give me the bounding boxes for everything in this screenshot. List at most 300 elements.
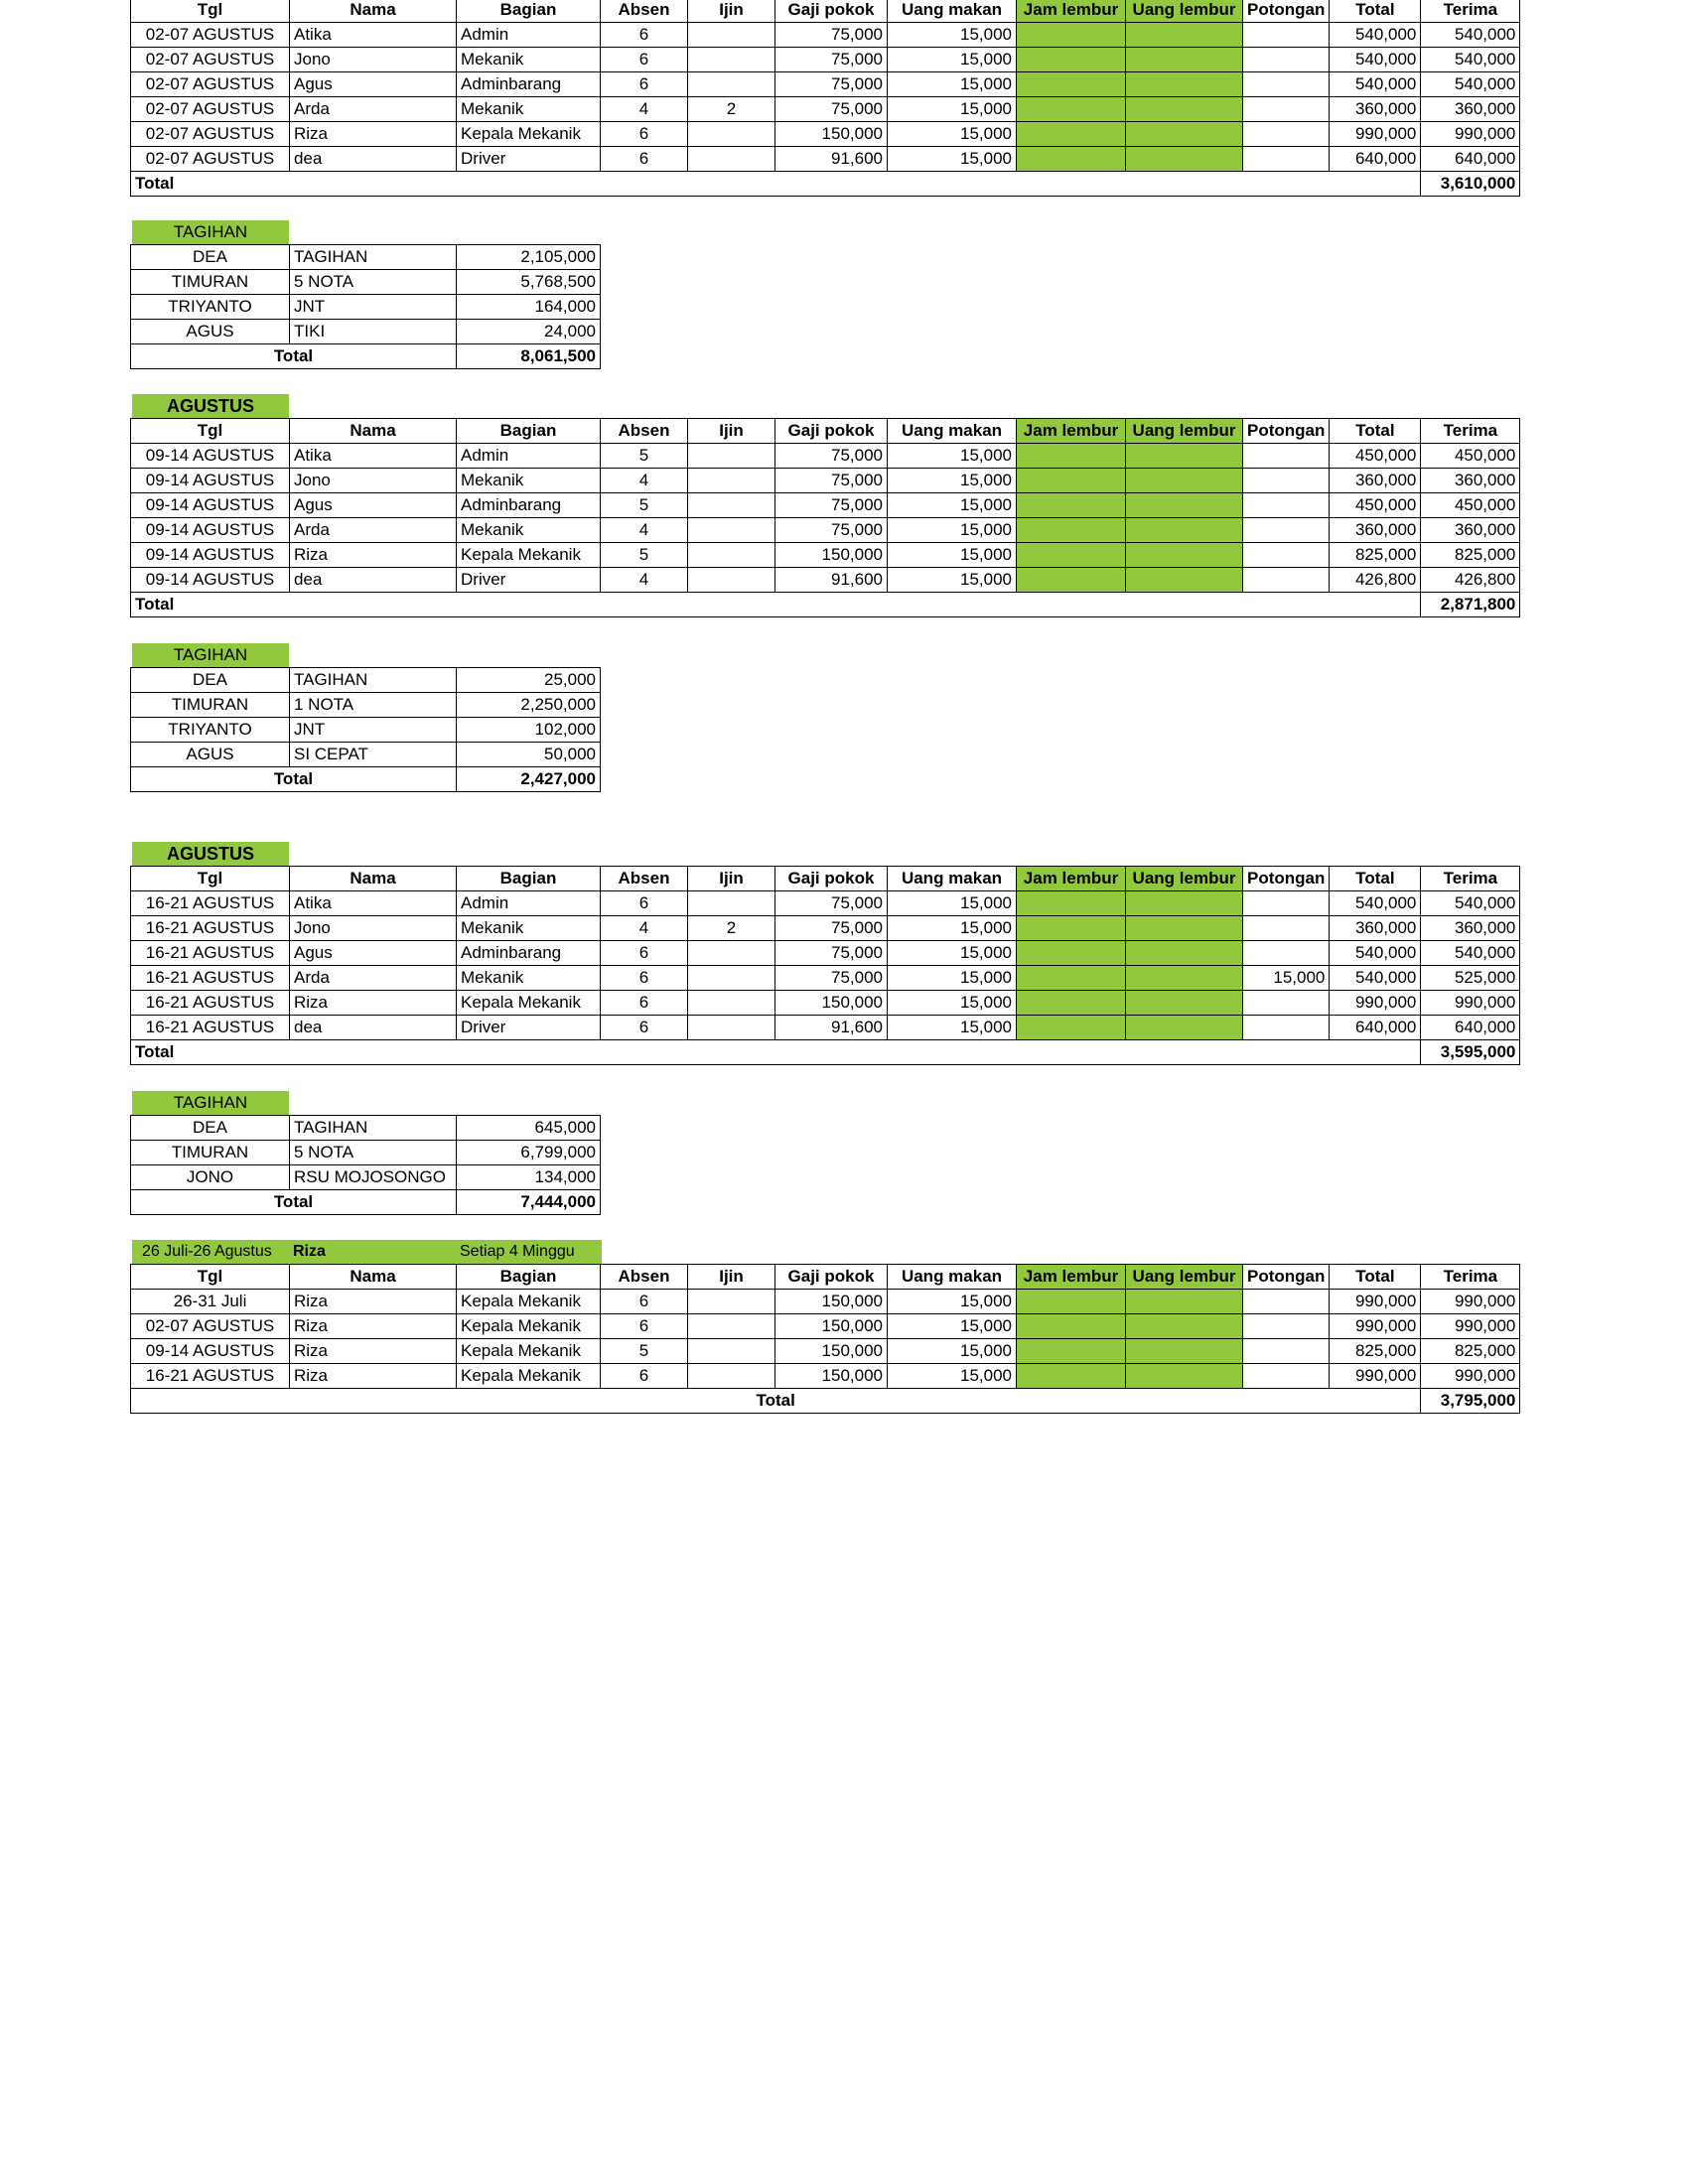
cell-jam-lembur xyxy=(1017,1290,1126,1314)
table-row xyxy=(131,72,1520,97)
table-row xyxy=(131,1364,1520,1389)
cell-uang-makan: 15,000 xyxy=(888,1016,1017,1040)
cell-terima: 825,000 xyxy=(1421,1339,1520,1364)
col-nama: Nama xyxy=(290,1265,457,1290)
cell-absen: 6 xyxy=(601,23,688,48)
tagihan-name: DEA xyxy=(131,1116,290,1141)
cell-gaji-pokok: 150,000 xyxy=(775,1314,888,1339)
cell-bagian: Kepala Mekanik xyxy=(457,543,601,568)
col-gaji-pokok: Gaji pokok xyxy=(775,1265,888,1290)
cell-gaji-pokok: 75,000 xyxy=(775,941,888,966)
cell-gaji-pokok: 150,000 xyxy=(775,1339,888,1364)
col-ijin: Ijin xyxy=(688,867,775,891)
tagihan-desc: SI CEPAT xyxy=(290,743,457,767)
cell-bagian: Mekanik xyxy=(457,469,601,493)
cell-ijin xyxy=(688,147,775,172)
cell-ijin: 2 xyxy=(688,97,775,122)
cell-uang-makan: 15,000 xyxy=(888,966,1017,991)
cell-jam-lembur xyxy=(1017,1339,1126,1364)
tagihan-amount: 134,000 xyxy=(457,1165,601,1190)
cell-potongan xyxy=(1243,23,1330,48)
cell-tgl: 02-07 AGUSTUS xyxy=(131,1314,290,1339)
header-row xyxy=(131,867,1520,891)
cell-absen: 4 xyxy=(601,469,688,493)
grand-total: 3,595,000 xyxy=(1421,1040,1520,1065)
cell-uang-makan: 15,000 xyxy=(888,543,1017,568)
cell-potongan xyxy=(1243,97,1330,122)
tagihan-desc: 5 NOTA xyxy=(290,1141,457,1165)
tagihan-total-row xyxy=(131,1190,601,1215)
cell-potongan xyxy=(1243,941,1330,966)
tagihan-name: TIMURAN xyxy=(131,693,290,718)
total-label: Total xyxy=(131,593,1421,617)
cell-uang-makan: 15,000 xyxy=(888,147,1017,172)
cell-potongan xyxy=(1243,543,1330,568)
cell-absen: 4 xyxy=(601,916,688,941)
col-terima: Terima xyxy=(1421,1265,1520,1290)
cell-absen: 5 xyxy=(601,543,688,568)
cell-ijin xyxy=(688,72,775,97)
cell-total: 450,000 xyxy=(1330,444,1421,469)
header-row xyxy=(131,1265,1520,1290)
col-jam-lembur: Jam lembur xyxy=(1017,0,1126,23)
cell-uang-lembur xyxy=(1126,991,1243,1016)
tagihan-desc: TAGIHAN xyxy=(290,1116,457,1141)
cell-ijin xyxy=(688,444,775,469)
cell-tgl: 02-07 AGUSTUS xyxy=(131,23,290,48)
payroll-body xyxy=(131,1290,1520,1389)
cell-total: 990,000 xyxy=(1330,991,1421,1016)
cell-gaji-pokok: 75,000 xyxy=(775,518,888,543)
cell-ijin xyxy=(688,568,775,593)
col-nama: Nama xyxy=(290,867,457,891)
col-tgl: Tgl xyxy=(131,419,290,444)
cell-jam-lembur xyxy=(1017,444,1126,469)
tagihan-name: TIMURAN xyxy=(131,1141,290,1165)
list-item xyxy=(131,693,601,718)
cell-bagian: Admin xyxy=(457,891,601,916)
cell-bagian: Mekanik xyxy=(457,916,601,941)
cell-jam-lembur xyxy=(1017,1016,1126,1040)
cell-ijin xyxy=(688,941,775,966)
table-row xyxy=(131,97,1520,122)
cell-uang-lembur xyxy=(1126,1016,1243,1040)
grand-total: 3,610,000 xyxy=(1421,172,1520,197)
cell-uang-lembur xyxy=(1126,493,1243,518)
cell-tgl: 16-21 AGUSTUS xyxy=(131,891,290,916)
cell-gaji-pokok: 91,600 xyxy=(775,568,888,593)
col-uang-makan: Uang makan xyxy=(888,867,1017,891)
cell-uang-lembur xyxy=(1126,147,1243,172)
cell-gaji-pokok: 91,600 xyxy=(775,147,888,172)
table-row xyxy=(131,966,1520,991)
table-row xyxy=(131,1016,1520,1040)
cell-potongan xyxy=(1243,48,1330,72)
tagihan-desc: TIKI xyxy=(290,320,457,344)
payroll-body xyxy=(131,444,1520,593)
col-total: Total xyxy=(1330,0,1421,23)
tagihan-name: AGUS xyxy=(131,320,290,344)
cell-uang-lembur xyxy=(1126,518,1243,543)
cell-jam-lembur xyxy=(1017,48,1126,72)
tagihan-table-2 xyxy=(130,667,601,792)
cell-uang-makan: 15,000 xyxy=(888,518,1017,543)
cell-uang-lembur xyxy=(1126,1339,1243,1364)
tagihan-amount: 102,000 xyxy=(457,718,601,743)
cell-bagian: Mekanik xyxy=(457,48,601,72)
cell-bagian: Driver xyxy=(457,1016,601,1040)
col-nama: Nama xyxy=(290,0,457,23)
cell-jam-lembur xyxy=(1017,941,1126,966)
cell-potongan xyxy=(1243,991,1330,1016)
list-item xyxy=(131,1141,601,1165)
cell-ijin xyxy=(688,966,775,991)
cell-nama: Atika xyxy=(290,891,457,916)
cell-bagian: Adminbarang xyxy=(457,493,601,518)
tagihan-table-3 xyxy=(130,1115,601,1215)
table-row xyxy=(131,444,1520,469)
cell-total: 990,000 xyxy=(1330,1364,1421,1389)
cell-potongan xyxy=(1243,518,1330,543)
cell-uang-makan: 15,000 xyxy=(888,493,1017,518)
cell-absen: 4 xyxy=(601,568,688,593)
cell-uang-makan: 15,000 xyxy=(888,1314,1017,1339)
col-potongan: Potongan xyxy=(1243,867,1330,891)
list-item xyxy=(131,668,601,693)
table-row xyxy=(131,1290,1520,1314)
tagihan-amount: 50,000 xyxy=(457,743,601,767)
col-absen: Absen xyxy=(601,419,688,444)
col-uang-lembur: Uang lembur xyxy=(1126,1265,1243,1290)
cell-total: 540,000 xyxy=(1330,891,1421,916)
cell-jam-lembur xyxy=(1017,991,1126,1016)
tagihan-amount: 25,000 xyxy=(457,668,601,693)
cell-total: 426,800 xyxy=(1330,568,1421,593)
table-row xyxy=(131,122,1520,147)
cell-jam-lembur xyxy=(1017,469,1126,493)
cell-absen: 4 xyxy=(601,518,688,543)
list-item xyxy=(131,743,601,767)
cell-uang-lembur xyxy=(1126,1364,1243,1389)
col-absen: Absen xyxy=(601,1265,688,1290)
cell-total: 540,000 xyxy=(1330,966,1421,991)
col-jam-lembur: Jam lembur xyxy=(1017,1265,1126,1290)
cell-nama: Agus xyxy=(290,72,457,97)
cell-ijin xyxy=(688,518,775,543)
total-row xyxy=(131,593,1520,617)
grand-total: 2,871,800 xyxy=(1421,593,1520,617)
cell-absen: 6 xyxy=(601,72,688,97)
col-ijin: Ijin xyxy=(688,1265,775,1290)
tagihan-name: JONO xyxy=(131,1165,290,1190)
cell-bagian: Driver xyxy=(457,568,601,593)
cell-tgl: 16-21 AGUSTUS xyxy=(131,941,290,966)
cell-jam-lembur xyxy=(1017,147,1126,172)
cell-uang-lembur xyxy=(1126,444,1243,469)
cell-uang-lembur xyxy=(1126,916,1243,941)
cell-potongan xyxy=(1243,1339,1330,1364)
cell-jam-lembur xyxy=(1017,568,1126,593)
cell-ijin xyxy=(688,1314,775,1339)
table-row xyxy=(131,48,1520,72)
table-row xyxy=(131,891,1520,916)
cell-bagian: Kepala Mekanik xyxy=(457,1314,601,1339)
cell-total: 450,000 xyxy=(1330,493,1421,518)
tagihan-name: AGUS xyxy=(131,743,290,767)
cell-potongan xyxy=(1243,72,1330,97)
cell-tgl: 02-07 AGUSTUS xyxy=(131,48,290,72)
cell-uang-makan: 15,000 xyxy=(888,941,1017,966)
cell-potongan xyxy=(1243,916,1330,941)
cell-nama: dea xyxy=(290,147,457,172)
col-bagian: Bagian xyxy=(457,0,601,23)
cell-nama: Arda xyxy=(290,97,457,122)
cell-bagian: Mekanik xyxy=(457,97,601,122)
cell-uang-lembur xyxy=(1126,891,1243,916)
payroll-table-3 xyxy=(130,866,1520,1065)
total-row xyxy=(131,1040,1520,1065)
tagihan-total-row xyxy=(131,767,601,792)
cell-uang-makan: 15,000 xyxy=(888,23,1017,48)
tagihan-desc: 5 NOTA xyxy=(290,270,457,295)
cell-tgl: 02-07 AGUSTUS xyxy=(131,97,290,122)
cell-tgl: 09-14 AGUSTUS xyxy=(131,493,290,518)
cell-uang-lembur xyxy=(1126,23,1243,48)
cell-potongan xyxy=(1243,122,1330,147)
riza-name: Riza xyxy=(293,1243,326,1260)
col-uang-makan: Uang makan xyxy=(888,419,1017,444)
col-terima: Terima xyxy=(1421,0,1520,23)
cell-absen: 6 xyxy=(601,1314,688,1339)
cell-tgl: 09-14 AGUSTUS xyxy=(131,543,290,568)
list-item xyxy=(131,245,601,270)
col-potongan: Potongan xyxy=(1243,1265,1330,1290)
cell-total: 990,000 xyxy=(1330,1290,1421,1314)
tagihan-3-title: TAGIHAN xyxy=(132,1091,289,1115)
cell-potongan xyxy=(1243,568,1330,593)
cell-tgl: 16-21 AGUSTUS xyxy=(131,1016,290,1040)
tagihan-name: TIMURAN xyxy=(131,270,290,295)
table-row xyxy=(131,941,1520,966)
col-jam-lembur: Jam lembur xyxy=(1017,867,1126,891)
col-nama: Nama xyxy=(290,419,457,444)
cell-uang-makan: 15,000 xyxy=(888,122,1017,147)
riza-header xyxy=(132,1240,602,1264)
tagihan-grid xyxy=(130,1115,601,1215)
col-ijin: Ijin xyxy=(688,419,775,444)
cell-ijin xyxy=(688,543,775,568)
cell-total: 825,000 xyxy=(1330,1339,1421,1364)
cell-ijin xyxy=(688,1290,775,1314)
cell-uang-lembur xyxy=(1126,48,1243,72)
cell-bagian: Kepala Mekanik xyxy=(457,122,601,147)
cell-ijin: 2 xyxy=(688,916,775,941)
cell-uang-makan: 15,000 xyxy=(888,1290,1017,1314)
cell-total: 640,000 xyxy=(1330,1016,1421,1040)
cell-absen: 6 xyxy=(601,991,688,1016)
cell-bagian: Driver xyxy=(457,147,601,172)
cell-bagian: Kepala Mekanik xyxy=(457,991,601,1016)
cell-uang-makan: 15,000 xyxy=(888,469,1017,493)
cell-total: 360,000 xyxy=(1330,916,1421,941)
cell-bagian: Adminbarang xyxy=(457,72,601,97)
cell-uang-makan: 15,000 xyxy=(888,72,1017,97)
list-item xyxy=(131,1165,601,1190)
tagihan-total-label: Total xyxy=(131,767,457,792)
cell-potongan xyxy=(1243,469,1330,493)
tagihan-desc: 1 NOTA xyxy=(290,693,457,718)
cell-nama: Atika xyxy=(290,444,457,469)
cell-bagian: Admin xyxy=(457,444,601,469)
cell-jam-lembur xyxy=(1017,97,1126,122)
cell-tgl: 02-07 AGUSTUS xyxy=(131,72,290,97)
cell-jam-lembur xyxy=(1017,122,1126,147)
table-row xyxy=(131,1314,1520,1339)
cell-terima: 540,000 xyxy=(1421,941,1520,966)
cell-uang-lembur xyxy=(1126,966,1243,991)
cell-terima: 990,000 xyxy=(1421,122,1520,147)
cell-uang-makan: 15,000 xyxy=(888,916,1017,941)
cell-nama: Jono xyxy=(290,469,457,493)
cell-gaji-pokok: 91,600 xyxy=(775,1016,888,1040)
cell-terima: 360,000 xyxy=(1421,97,1520,122)
tagihan-total: 8,061,500 xyxy=(457,344,601,369)
tagihan-desc: TAGIHAN xyxy=(290,668,457,693)
cell-tgl: 16-21 AGUSTUS xyxy=(131,1364,290,1389)
tagihan-amount: 5,768,500 xyxy=(457,270,601,295)
cell-jam-lembur xyxy=(1017,916,1126,941)
total-label: Total xyxy=(131,1389,1421,1414)
col-uang-lembur: Uang lembur xyxy=(1126,419,1243,444)
cell-jam-lembur xyxy=(1017,966,1126,991)
tagihan-desc: TAGIHAN xyxy=(290,245,457,270)
col-bagian: Bagian xyxy=(457,867,601,891)
list-item xyxy=(131,270,601,295)
col-absen: Absen xyxy=(601,0,688,23)
list-item xyxy=(131,718,601,743)
cell-ijin xyxy=(688,1339,775,1364)
cell-total: 540,000 xyxy=(1330,23,1421,48)
tagihan-table-1 xyxy=(130,244,601,369)
cell-potongan xyxy=(1243,891,1330,916)
cell-tgl: 02-07 AGUSTUS xyxy=(131,122,290,147)
tagihan-body xyxy=(131,668,601,767)
tagihan-amount: 2,105,000 xyxy=(457,245,601,270)
col-bagian: Bagian xyxy=(457,419,601,444)
cell-gaji-pokok: 75,000 xyxy=(775,97,888,122)
table-row xyxy=(131,147,1520,172)
cell-uang-lembur xyxy=(1126,72,1243,97)
cell-bagian: Mekanik xyxy=(457,518,601,543)
col-potongan: Potongan xyxy=(1243,419,1330,444)
cell-gaji-pokok: 75,000 xyxy=(775,72,888,97)
cell-terima: 360,000 xyxy=(1421,518,1520,543)
col-uang-lembur: Uang lembur xyxy=(1126,0,1243,23)
cell-tgl: 09-14 AGUSTUS xyxy=(131,1339,290,1364)
tagihan-amount: 645,000 xyxy=(457,1116,601,1141)
cell-ijin xyxy=(688,1364,775,1389)
col-uang-makan: Uang makan xyxy=(888,0,1017,23)
col-total: Total xyxy=(1330,419,1421,444)
cell-terima: 360,000 xyxy=(1421,469,1520,493)
col-gaji-pokok: Gaji pokok xyxy=(775,867,888,891)
cell-uang-lembur xyxy=(1126,122,1243,147)
cell-tgl: 26-31 Juli xyxy=(131,1290,290,1314)
col-absen: Absen xyxy=(601,867,688,891)
cell-potongan: 15,000 xyxy=(1243,966,1330,991)
cell-potongan xyxy=(1243,1314,1330,1339)
cell-uang-lembur xyxy=(1126,1290,1243,1314)
tagihan-name: TRIYANTO xyxy=(131,718,290,743)
riza-period: 26 Juli-26 Agustus xyxy=(142,1243,272,1260)
col-tgl: Tgl xyxy=(131,0,290,23)
cell-gaji-pokok: 75,000 xyxy=(775,916,888,941)
cell-terima: 360,000 xyxy=(1421,916,1520,941)
cell-tgl: 09-14 AGUSTUS xyxy=(131,518,290,543)
cell-potongan xyxy=(1243,493,1330,518)
col-gaji-pokok: Gaji pokok xyxy=(775,0,888,23)
tagihan-body xyxy=(131,245,601,344)
col-potongan: Potongan xyxy=(1243,0,1330,23)
cell-terima: 825,000 xyxy=(1421,543,1520,568)
tagihan-desc: JNT xyxy=(290,718,457,743)
cell-absen: 6 xyxy=(601,891,688,916)
payroll-grid xyxy=(130,1264,1520,1414)
tagihan-amount: 2,250,000 xyxy=(457,693,601,718)
cell-absen: 6 xyxy=(601,48,688,72)
cell-total: 540,000 xyxy=(1330,48,1421,72)
cell-uang-lembur xyxy=(1126,543,1243,568)
col-uang-lembur: Uang lembur xyxy=(1126,867,1243,891)
cell-gaji-pokok: 150,000 xyxy=(775,543,888,568)
cell-uang-makan: 15,000 xyxy=(888,568,1017,593)
cell-tgl: 09-14 AGUSTUS xyxy=(131,444,290,469)
tagihan-total-row xyxy=(131,344,601,369)
cell-jam-lembur xyxy=(1017,493,1126,518)
col-tgl: Tgl xyxy=(131,1265,290,1290)
cell-total: 360,000 xyxy=(1330,97,1421,122)
cell-absen: 6 xyxy=(601,966,688,991)
cell-nama: Riza xyxy=(290,991,457,1016)
cell-uang-lembur xyxy=(1126,941,1243,966)
cell-terima: 525,000 xyxy=(1421,966,1520,991)
cell-tgl: 02-07 AGUSTUS xyxy=(131,147,290,172)
cell-gaji-pokok: 150,000 xyxy=(775,1364,888,1389)
cell-terima: 540,000 xyxy=(1421,23,1520,48)
col-total: Total xyxy=(1330,1265,1421,1290)
riza-note: Setiap 4 Minggu xyxy=(460,1243,575,1260)
table-row xyxy=(131,991,1520,1016)
cell-jam-lembur xyxy=(1017,23,1126,48)
tagihan-total-label: Total xyxy=(131,1190,457,1215)
cell-ijin xyxy=(688,122,775,147)
cell-total: 360,000 xyxy=(1330,518,1421,543)
cell-total: 360,000 xyxy=(1330,469,1421,493)
col-jam-lembur: Jam lembur xyxy=(1017,419,1126,444)
payroll-3-title: AGUSTUS xyxy=(132,842,289,866)
table-row xyxy=(131,568,1520,593)
cell-jam-lembur xyxy=(1017,1314,1126,1339)
cell-jam-lembur xyxy=(1017,891,1126,916)
tagihan-grid xyxy=(130,244,601,369)
cell-nama: Agus xyxy=(290,941,457,966)
payroll-table-1 xyxy=(130,0,1520,197)
table-row xyxy=(131,518,1520,543)
cell-ijin xyxy=(688,1016,775,1040)
col-gaji-pokok: Gaji pokok xyxy=(775,419,888,444)
cell-terima: 450,000 xyxy=(1421,444,1520,469)
tagihan-total-label: Total xyxy=(131,344,457,369)
